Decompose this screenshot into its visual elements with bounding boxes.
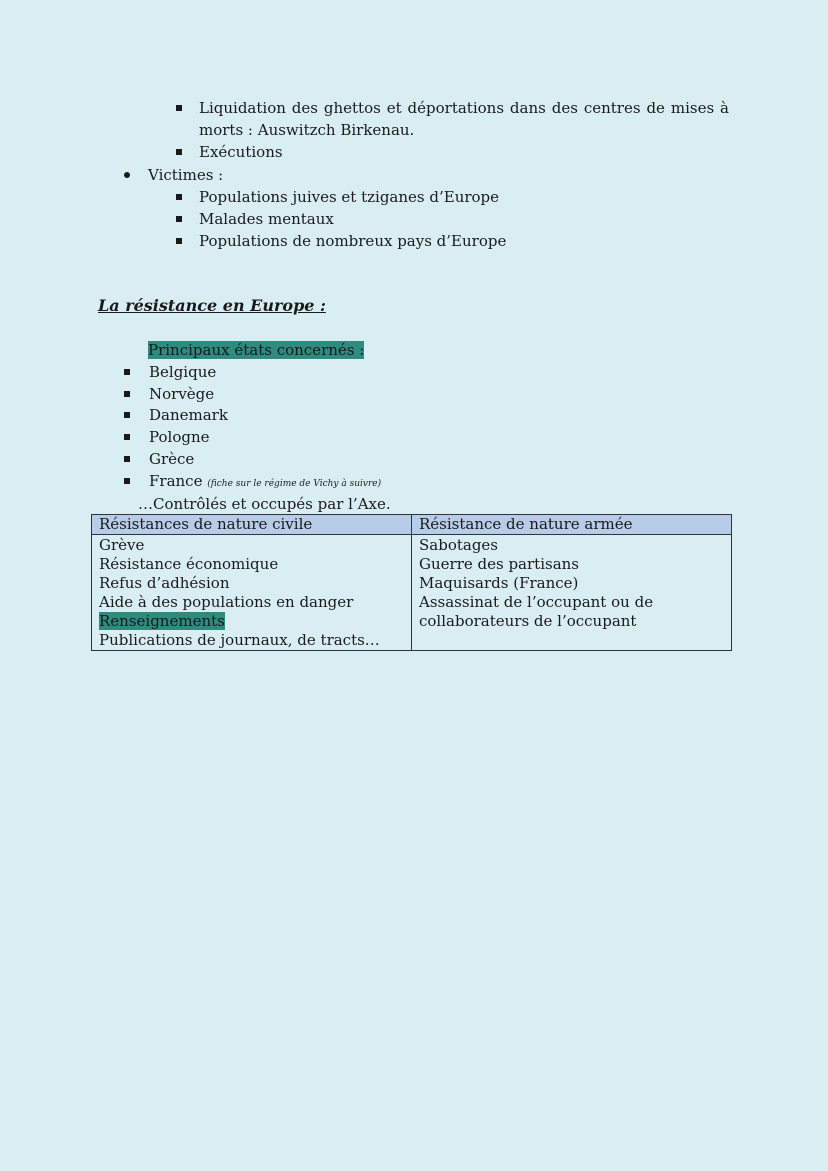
highlighted-text: Renseignements [99, 612, 225, 630]
square-bullet-icon [176, 149, 182, 155]
armed-cell: Sabotages Guerre des partisans Maquisards (France) Assassinat de l’occupant ou de collaborateurs de l’occupant [412, 535, 732, 651]
list-item: Norvège [124, 383, 214, 405]
france-note: (fiche sur le régime de Vichy à suivre) [207, 479, 382, 489]
controlled-note: …Contrôlés et occupés par l’Axe. [138, 495, 391, 513]
square-bullet-icon [176, 216, 182, 222]
list-item: Populations de nombreux pays d’Europe [176, 230, 506, 252]
column-header: Résistance de nature armée [412, 515, 732, 535]
list-item: Malades mentaux [176, 208, 334, 230]
text-line: Assassinat de l’occupant ou de [419, 593, 654, 611]
square-bullet-icon [124, 412, 130, 418]
table-header-row [92, 515, 732, 535]
square-bullet-icon [124, 478, 130, 484]
square-bullet-icon [124, 456, 130, 462]
list-item: Belgique [124, 361, 216, 383]
list-item: Grèce [124, 448, 194, 470]
list-item: Danemark [124, 404, 228, 426]
text-line: morts : Auswitzch Birkenau. [199, 121, 415, 139]
square-bullet-icon [176, 194, 182, 200]
list-item: Exécutions [176, 141, 283, 163]
section-heading: La résistance en Europe : [98, 296, 326, 315]
list-item: France (fiche sur le régime de Vichy à suivre) [124, 470, 381, 495]
round-bullet-icon [124, 172, 130, 178]
text-line: Liquidation des ghettos et déportations dans des centres de mises à [199, 99, 729, 117]
states-label [148, 339, 364, 361]
highlighted-text: Principaux états concernés : [148, 341, 365, 359]
square-bullet-icon [124, 391, 130, 397]
square-bullet-icon [124, 369, 130, 375]
column-header: Résistances de nature civile [92, 515, 412, 535]
list-item [176, 97, 729, 141]
table-row [92, 535, 732, 651]
square-bullet-icon [176, 238, 182, 244]
square-bullet-icon [176, 105, 182, 111]
square-bullet-icon [124, 434, 130, 440]
list-item: Populations juives et tziganes d’Europe [176, 186, 499, 208]
civil-cell: Grève Résistance économique Refus d’adhésion Aide à des populations en danger Renseignements Publications de journaux, de tracts… [92, 535, 412, 651]
list-item: Pologne [124, 426, 209, 448]
resistance-table [91, 514, 732, 651]
list-item: Victimes : [124, 164, 223, 186]
